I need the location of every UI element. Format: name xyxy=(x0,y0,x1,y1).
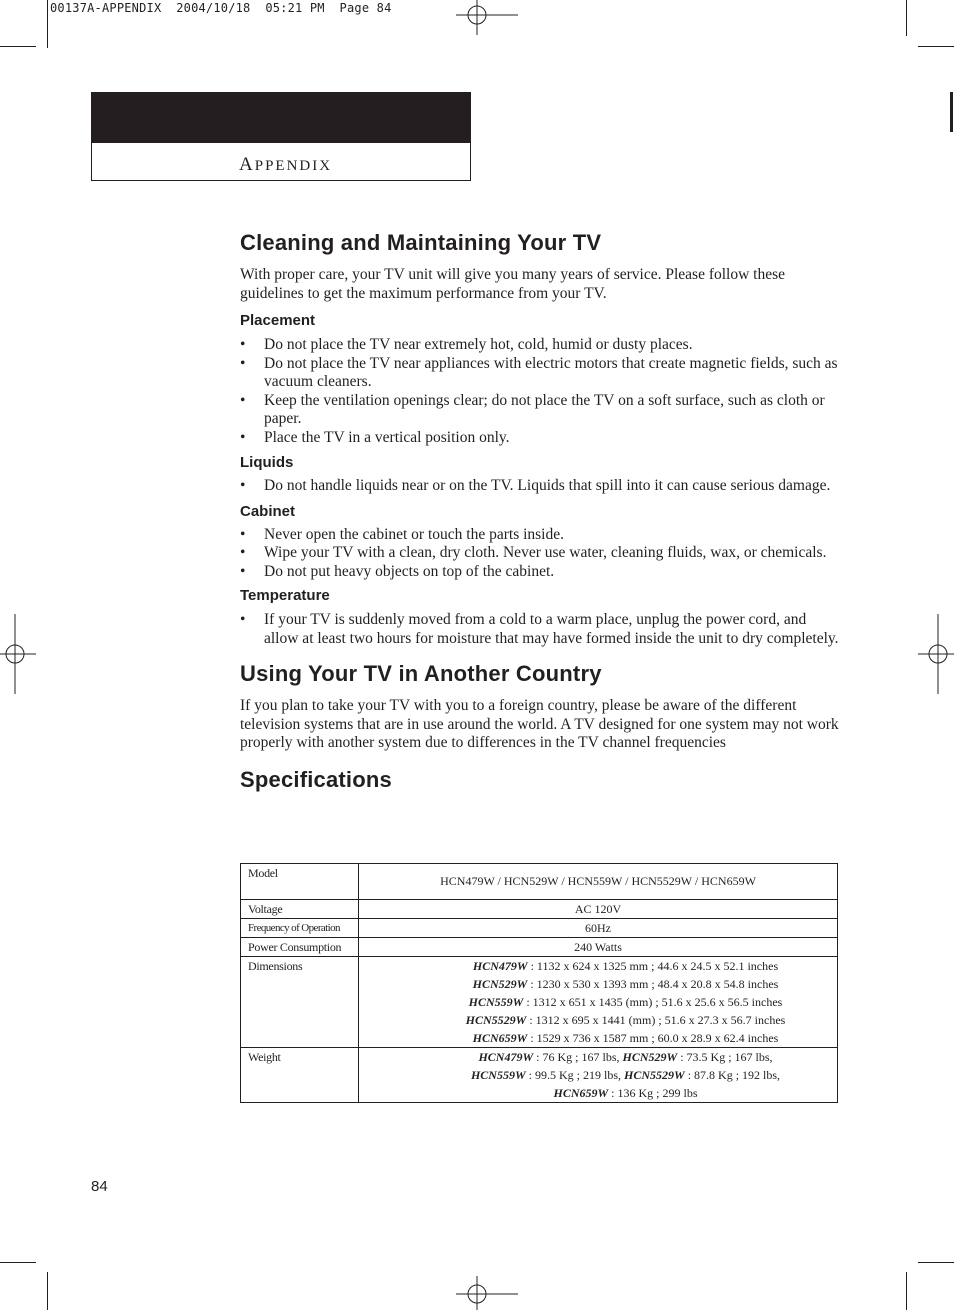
voltage-label: Voltage xyxy=(241,900,359,919)
table-row xyxy=(241,938,838,957)
dimension-line: HCN559W : 1312 x 651 x 1435 (mm) ; 51.6 x 25.6 x 56.5 inches xyxy=(468,995,783,1009)
main-content xyxy=(240,228,840,795)
list-item: • Place the TV in a vertical position only. xyxy=(240,429,840,448)
crop-mark xyxy=(918,46,954,47)
cabinet-title: Cabinet xyxy=(240,502,296,520)
registration-mark-icon xyxy=(456,1276,518,1310)
page-number: 84 xyxy=(91,1178,108,1195)
model-value: HCN479W / HCN529W / HCN559W / HCN5529W / HCN659W xyxy=(359,864,838,900)
crop-mark xyxy=(906,0,907,36)
table-row xyxy=(241,957,838,1048)
list-item: • Wipe your TV with a clean, dry cloth. Never use water, cleaning fluids, wax, or chemicals. xyxy=(240,544,840,563)
list-item: • Do not place the TV near appliances with electric motors that create magnetic fields, such as vacuum cleaners. xyxy=(240,355,840,392)
cleaning-intro: With proper care, your TV unit will give you many years of service. Please follow these guidelines to get the maximum performance from your TV. xyxy=(240,266,786,302)
list-item: • Do not handle liquids near or on the TV. Liquids that spill into it can cause serious damage. xyxy=(240,477,840,496)
weight-label: Weight xyxy=(241,1048,359,1103)
print-slug: 00137A-APPENDIX 2004/10/18 05:21 PM Page 84 xyxy=(50,1,392,15)
list-item: • Keep the ventilation openings clear; do not place the TV on a soft surface, such as cloth or paper. xyxy=(240,392,840,429)
crop-mark xyxy=(906,1272,907,1310)
cleaning-title: Cleaning and Maintaining Your TV xyxy=(240,230,602,255)
liquids-list xyxy=(240,477,840,496)
list-item: • Do not put heavy objects on top of the cabinet. xyxy=(240,563,840,582)
crop-mark xyxy=(0,46,36,47)
weight-line: HCN559W : 99.5 Kg ; 219 lbs, HCN5529W : 87.8 Kg ; 192 lbs, xyxy=(470,1068,781,1082)
specs-title: Specifications xyxy=(240,766,392,792)
power-label: Power Consumption xyxy=(241,938,359,957)
registration-mark-icon xyxy=(918,614,954,694)
frequency-label: Frequency of Operation xyxy=(241,919,359,938)
crop-mark xyxy=(950,92,953,132)
section-label: APPENDIX xyxy=(239,154,333,175)
list-item: • If your TV is suddenly moved from a cold to a warm place, unplug the power cord, and allow at least two hours for moisture that may have formed inside the unit to dry completely. xyxy=(240,611,840,648)
registration-mark-icon xyxy=(0,614,36,694)
dimension-line: HCN5529W : 1312 x 695 x 1441 (mm) ; 51.6 x 27.3 x 56.7 inches xyxy=(465,1013,786,1027)
crop-mark xyxy=(47,0,48,48)
dimensions-label: Dimensions xyxy=(241,957,359,1048)
dimension-line: HCN659W : 1529 x 736 x 1587 mm ; 60.0 x 28.9 x 62.4 inches xyxy=(472,1031,779,1045)
weight-line: HCN479W : 76 Kg ; 167 lbs, HCN529W : 73.5 Kg ; 167 lbs, xyxy=(478,1050,773,1064)
specifications-table xyxy=(240,863,838,1103)
header-bar xyxy=(92,93,470,143)
registration-mark-icon xyxy=(456,0,518,35)
crop-mark xyxy=(47,1272,48,1310)
weight-line: HCN659W : 136 Kg ; 299 lbs xyxy=(553,1086,698,1100)
power-value: 240 Watts xyxy=(359,938,838,957)
country-text: If you plan to take your TV with you to a foreign country, please be aware of the different television systems that are in use around the world. A TV designed for one system may not work properly with another system due to differences in the TV channel frequencies xyxy=(240,697,839,751)
crop-mark xyxy=(918,1262,954,1263)
table-row xyxy=(241,900,838,919)
placement-list xyxy=(240,336,840,447)
country-title: Using Your TV in Another Country xyxy=(240,661,602,686)
temperature-list xyxy=(240,611,840,648)
temperature-title: Temperature xyxy=(240,587,330,604)
model-label: Model xyxy=(241,864,359,900)
crop-mark xyxy=(0,1262,36,1263)
voltage-value: AC 120V xyxy=(359,900,838,919)
frequency-value: 60Hz xyxy=(359,919,838,938)
section-header xyxy=(91,92,471,181)
table-row xyxy=(241,1048,838,1103)
table-row xyxy=(241,919,838,938)
dimension-line: HCN479W : 1132 x 624 x 1325 mm ; 44.6 x 24.5 x 52.1 inches xyxy=(472,959,779,973)
dimensions-value xyxy=(359,957,838,1048)
list-item: • Never open the cabinet or touch the parts inside. xyxy=(240,526,840,545)
placement-title: Placement xyxy=(240,312,316,329)
table-row xyxy=(241,864,838,900)
weight-value xyxy=(359,1048,838,1103)
cabinet-list xyxy=(240,526,840,582)
list-item: • Do not place the TV near extremely hot, cold, humid or dusty places. xyxy=(240,336,840,355)
dimension-line: HCN529W : 1230 x 530 x 1393 mm ; 48.4 x 20.8 x 54.8 inches xyxy=(472,977,779,991)
liquids-title: Liquids xyxy=(240,454,294,471)
